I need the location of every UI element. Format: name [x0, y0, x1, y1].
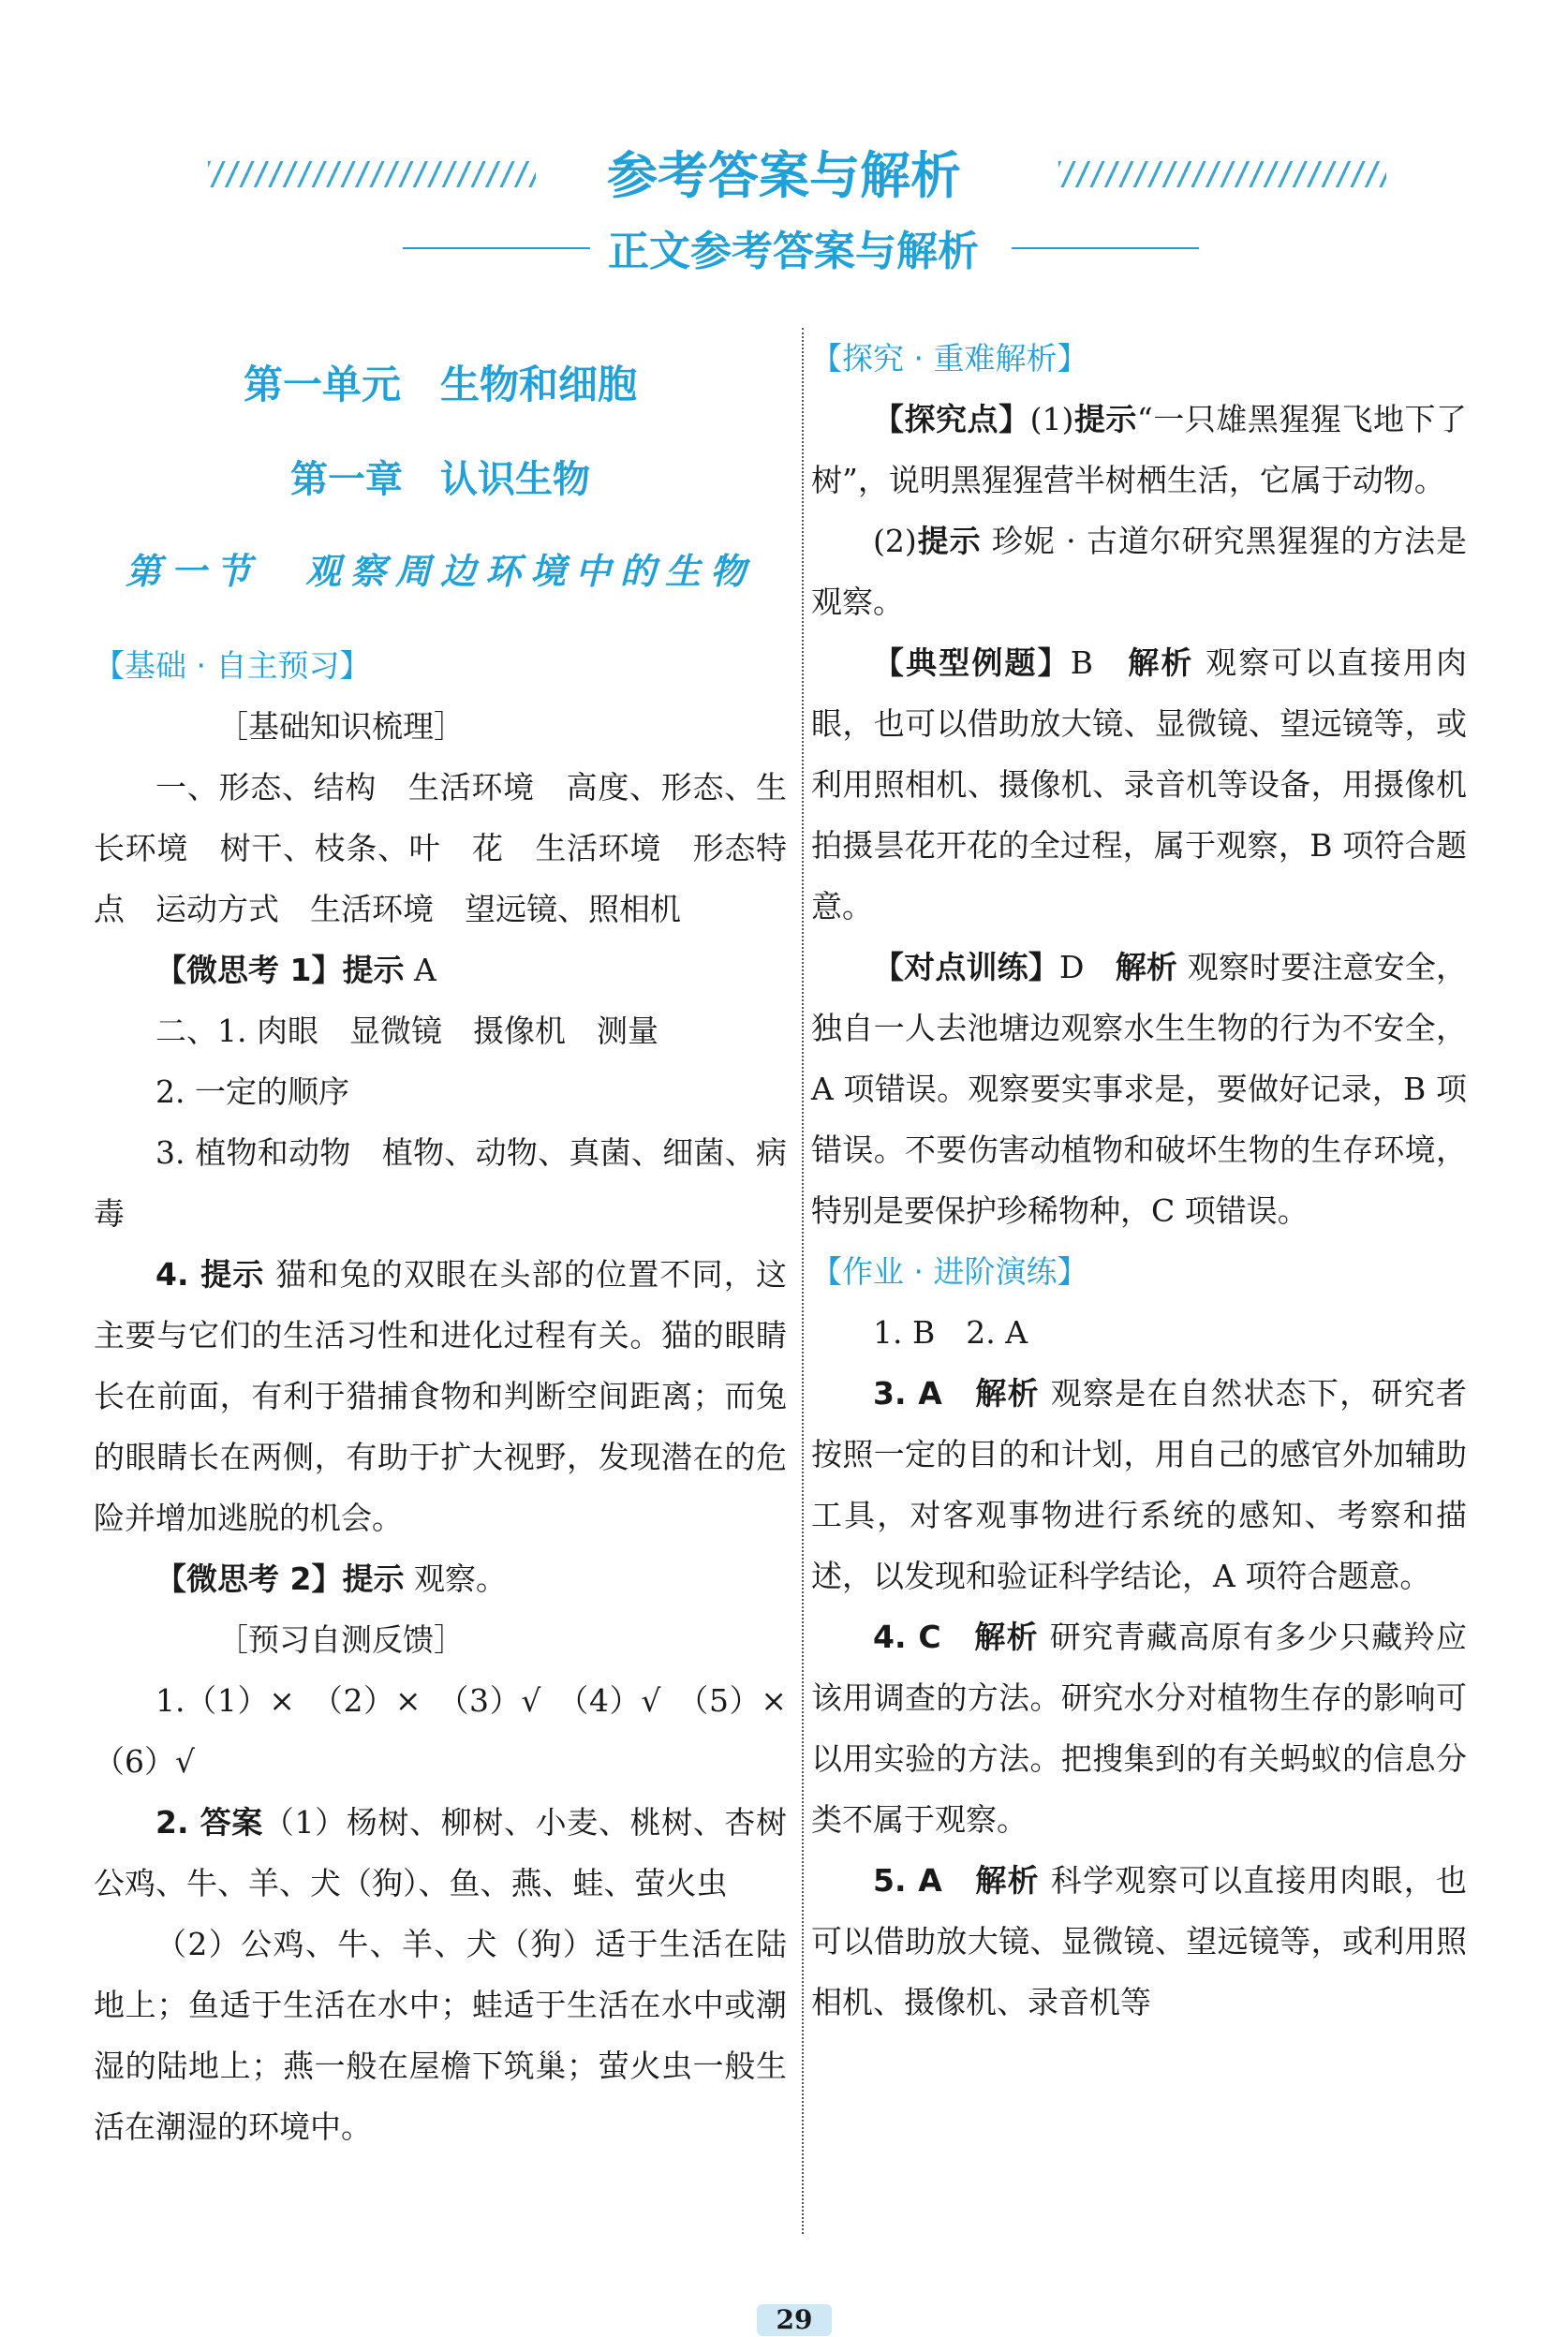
sub-basic-knowledge: [94, 696, 787, 757]
label-explore: 【探究 · 重难解析】: [811, 340, 1088, 377]
typical-example-answer: B: [1070, 644, 1129, 681]
homework-4-num: 4. C: [873, 1619, 975, 1655]
micro-think-1-label: 【微思考 1】: [155, 952, 343, 988]
homework-3: [811, 1363, 1467, 1606]
sub-basic-knowledge-text: ［基础知识梳理］: [217, 708, 465, 745]
feedback-1: 1.（1）× （2）× （3）√ （4）√ （5）× （6）√: [94, 1682, 818, 1780]
micro-think-2: [94, 1548, 787, 1609]
micro-think-2-label: 【微思考 2】: [155, 1560, 343, 1597]
explore-point-2-hint: 提示: [916, 523, 982, 559]
micro-think-1-text: A: [404, 952, 436, 988]
micro-think-1: [94, 939, 787, 1000]
answer-p1: 一、形态、结构 生活环境 高度、形态、生长环境 树干、枝条、叶 花 生活环境 形态特点 运动方式 生活环境 望远镜、照相机: [94, 769, 787, 927]
micro-think-2-hint: 提示: [342, 1560, 405, 1597]
point-training: [811, 937, 1467, 1241]
homework-4: [811, 1606, 1467, 1850]
homework-5: [811, 1850, 1467, 2033]
header-right-hatch: [1058, 161, 1386, 187]
feedback-2-text: （1）杨树、柳树、小麦、桃树、杏树 公鸡、牛、羊、犬（狗）、鱼、燕、蛙、萤火虫: [94, 1804, 818, 1901]
feedback-2: [94, 1792, 818, 1914]
explore-point-1-text: “一只雄黑猩猩飞地下了树”，说明黑猩猩营半树栖生活，它属于动物。: [811, 401, 1468, 498]
page-subtitle: 正文参考答案与解析: [608, 228, 979, 275]
subtitle-right-rule: [1012, 247, 1199, 249]
answer-2-1: 二、1. 肉眼 显微镜 摄像机 测量: [155, 1013, 658, 1049]
feedback-2-part2: （2）公鸡、牛、羊、犬（狗）适于生活在陆地上；鱼适于生活在水中；蛙适于生活在水中或潮湿的陆地上；燕一般在屋檐下筑巢；萤火虫一般生活在潮湿的环境中。: [94, 1926, 787, 2145]
sub-feedback: [94, 1609, 787, 1670]
unit-title: 第一单元 生物和细胞: [243, 362, 637, 407]
typical-example-jx: 解析: [1128, 644, 1194, 681]
chapter-title: 第一章 认识生物: [290, 458, 590, 501]
header-left-hatch: [208, 161, 536, 187]
micro-think-2-text: 观察。: [404, 1560, 507, 1597]
point-training-answer: D: [1058, 949, 1116, 985]
label-basic-preview: 【基础 · 自主预习】: [94, 647, 371, 684]
right-column: [811, 328, 1467, 2033]
typical-example-text: 观察可以直接用肉眼，也可以借助放大镜、显微镜、望远镜等，或利用照相机、摄像机、录音机等设备，用摄像机拍摄昙花开花的全过程，属于观察，B 项符合题意。: [811, 644, 1467, 924]
feedback-2-num: 2.: [155, 1804, 200, 1841]
section-title: 第一节 观察周边环境中的生物: [125, 551, 755, 592]
homework-5-text: 科学观察可以直接用肉眼，也可以借助放大镜、显微镜、望远镜等，或利用照相机、摄像机、录音机等: [811, 1862, 1468, 2020]
homework-5-num: 5. A: [873, 1862, 976, 1899]
sub-feedback-text: ［预习自测反馈］: [217, 1621, 465, 1658]
homework-5-jx: 解析: [975, 1862, 1040, 1899]
homework-3-num: 3. A: [873, 1375, 976, 1412]
answer-2-4-text: 猫和兔的双眼在头部的位置不同，这主要与它们的生活习性和进化过程有关。猫的眼睛长在前面，有利于猎捕食物和判断空间距离；而兔的眼睛长在两侧，有助于扩大视野，发现潜在的危险并增加逃脱的机会。: [94, 1256, 787, 1536]
feedback-2-label: 答案: [200, 1804, 263, 1841]
label-homework: 【作业 · 进阶演练】: [811, 1253, 1088, 1290]
explore-point-1: [811, 389, 1467, 510]
answer-2-2: 2. 一定的顺序: [155, 1073, 349, 1110]
explore-point-1-pre: (1): [1029, 401, 1074, 437]
explore-point-2: [811, 510, 1467, 632]
explore-point-2-pre: (2): [873, 523, 917, 559]
point-training-jx: 解析: [1115, 949, 1178, 985]
answer-2-4: [94, 1244, 787, 1548]
typical-example-label: 【典型例题】: [873, 644, 1071, 681]
left-column: [94, 328, 818, 2157]
page-title: 参考答案与解析: [607, 146, 961, 205]
explore-point-1-hint: 提示: [1073, 401, 1137, 437]
homework-3-text: 观察是在自然状态下，研究者按照一定的目的和计划，用自己的感官外加辅助工具，对客观事物进行系统的感知、考察和描述，以发现和验证科学结论，A 项符合题意。: [811, 1375, 1468, 1594]
homework-4-jx: 解析: [974, 1619, 1039, 1655]
page-number: 29: [757, 2304, 832, 2336]
explore-point-label: 【探究点】: [873, 401, 1030, 437]
micro-think-1-hint: 提示: [342, 952, 405, 988]
homework-1-2: 1. B 2. A: [873, 1314, 1028, 1351]
subtitle-left-rule: [403, 247, 590, 249]
answer-2-4-hint: 提示: [200, 1256, 265, 1293]
point-training-text: 观察时要注意安全，独自一人去池塘边观察水生生物的行为不安全，A 项错误。观察要实事求是，要做好记录，B 项错误。不要伤害动植物和破坏生物的生存环境，特别是要保护珍稀物种，C 项错误。: [811, 949, 1468, 1229]
column-divider: [802, 328, 804, 2234]
point-training-label: 【对点训练】: [873, 949, 1059, 985]
explore-point-2-text: 珍妮 · 古道尔研究黑猩猩的方法是观察。: [811, 523, 1467, 620]
homework-4-text: 研究青藏高原有多少只藏羚应该用调查的方法。研究水分对植物生存的影响可以用实验的方法。把搜集到的有关蚂蚁的信息分类不属于观察。: [811, 1619, 1467, 1838]
typical-example: [811, 632, 1467, 937]
homework-3-jx: 解析: [975, 1375, 1040, 1412]
answer-2-3: 3. 植物和动物 植物、动物、真菌、细菌、病毒: [94, 1134, 787, 1232]
answer-2-4-num: 4.: [155, 1256, 201, 1293]
